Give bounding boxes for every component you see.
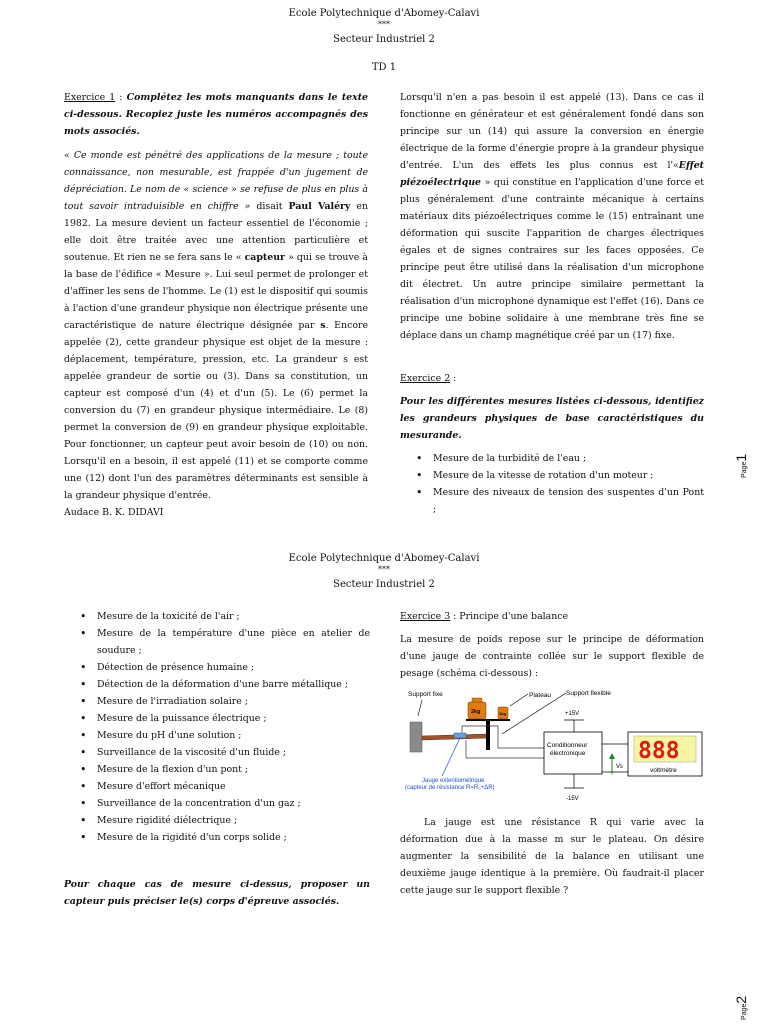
quote-author: Paul Valéry: [288, 201, 351, 212]
list-item: • Mesure de l'irradiation solaire ;: [64, 693, 370, 710]
final-instruction: Pour chaque cas de mesure ci-dessus, proposer un capteur puis préciser le(s) corps d'épreuve associés.: [64, 879, 370, 907]
pointer-line: [418, 700, 422, 716]
svg-text:1kg: 1kg: [499, 711, 506, 716]
gauge-caption-1: Jauge extentiométrique: [422, 778, 485, 784]
page1-number: Page1: [733, 453, 749, 478]
minus15-label: -15V: [566, 796, 579, 802]
svg-text:électronique: électronique: [550, 750, 586, 757]
valery-quote: « Ce monde est pénétré des applications de la mesure ; toute connaissance, non mesurable, est frappée d'un jugement de dépréciation. Le nom de « science » se refuse de plus en plus à tout savoir intraduisible en chiffre »: [64, 150, 368, 212]
pointer-line: [502, 693, 566, 734]
list-item: • Mesure de la toxicité de l'air ;: [64, 608, 370, 625]
author-name: Audace B. K. DIDAVI: [64, 507, 164, 518]
exercise2-label: Exercice 2: [400, 373, 451, 384]
list-item: • Mesure de la turbidité de l'eau ;: [400, 450, 704, 467]
gauge-pointer: [442, 738, 460, 776]
plateau-post: [486, 720, 490, 750]
exercise3-label: Exercice 3: [400, 611, 451, 622]
header-stars: ***: [378, 565, 390, 574]
svg-text:Conditionneur: Conditionneur: [547, 742, 588, 749]
exercise3-question: La jauge est une résistance R qui varie avec la déformation due à la masse m sur le plateau. On désire augmenter la sensibilité de la balance en utilisant une deuxième jauge identique à la première. Où faudrait-il placer cette jauge sur le support flexible ?: [400, 817, 704, 896]
page2-number: Page2: [733, 995, 749, 1020]
td-title: TD 1: [371, 62, 397, 73]
sector-name: Secteur Industriel 2: [333, 34, 435, 45]
exercise3-title: : Principe d'une balance: [450, 611, 569, 622]
school-name: Ecole Polytechnique d'Abomey-Calavi: [288, 553, 480, 564]
mass-handle: [472, 698, 482, 702]
list-item: • Surveillance de la viscosité d'un fluide ;: [64, 744, 370, 761]
list-item: • Mesure de la flexion d'un pont ;: [64, 761, 370, 778]
list-item: • Mesure rigidité diélectrique ;: [64, 812, 370, 829]
balance-diagram: [402, 684, 706, 806]
page1-header: [0, 8, 768, 74]
list-item: • Détection de la déformation d'une barre métallique ;: [64, 676, 370, 693]
page1-right-column: [400, 89, 704, 518]
list-item: • Mesure de la température d'une pièce en atelier de soudure ;: [64, 625, 370, 659]
exercise2-instruction: Pour les différentes mesures listées ci-dessous, identifiez les grandeurs physiques de base caractéristiques du mesurande.: [400, 396, 704, 441]
header-stars: ***: [378, 20, 390, 29]
exercise1-continuation: Lorsqu'il n'en a pas besoin il est appelé (13). Dans ce cas il fonctionne en générateur et est généralement fondé dans son principe sur un (14) qui assure la conversion en énergie électrique de la forme d'énergie propre à la grandeur physique d'entrée. L'un des effets les plus connus est l'«Effet piézoélectrique » qui constitue en l'application d'une force et plus généralement d'une contrainte mécanique à certains matériaux dits piézoélectriques comme le (15) entraînant une déformation qui suscite l'apparition de charges électriques égales et de signes contraires sur les faces opposées. Ce principe peut être utilisé dans la réalisation d'un microphone dit électret. Un autre principe similaire permettant la réalisation d'un microphone dynamique est l'effet (16). Dans ce principe une bobine solidaire à une membrane très fine se déplace dans un champ magnétique créé par un (17) fixe.: [400, 92, 704, 341]
vs-label: Vs: [616, 764, 624, 770]
display-digits: 888: [638, 738, 680, 764]
pointer-line: [510, 694, 528, 706]
list-item: • Mesure de la puissance électrique ;: [64, 710, 370, 727]
exercise2-list: [400, 450, 704, 518]
page2-header: [0, 553, 768, 591]
list-item: • Surveillance de la concentration d'un gaz ;: [64, 795, 370, 812]
page2-left-column: [64, 608, 370, 910]
vs-arrow-head: [609, 753, 615, 759]
wire: [466, 740, 544, 758]
list-item: • Mesure de la rigidité d'un corps solide ;: [64, 829, 370, 846]
exercise1-instruction: Complétez les mots manquants dans le texte ci-dessous. Recopiez juste les numéros accompagnés des mots associés.: [64, 92, 368, 137]
strain-gauge: [454, 733, 466, 738]
school-name: Ecole Polytechnique d'Abomey-Calavi: [288, 8, 480, 19]
plateau-label: Plateau: [529, 692, 552, 699]
list-item: • Mesure de la vitesse de rotation d'un moteur ;: [400, 467, 704, 484]
list-item: • Mesure d'effort mécanique: [64, 778, 370, 795]
page1-left-column: [64, 89, 368, 521]
exercise1-label: Exercice 1: [64, 92, 116, 103]
gauge-caption-2: (capteur de résistance R=R₀+ΔR): [405, 785, 495, 791]
list-item: • Mesure du pH d'une solution ;: [64, 727, 370, 744]
exercise3-heading: [400, 608, 704, 625]
voltmeter-label: voltmètre: [650, 767, 677, 774]
svg-text:2kg: 2kg: [471, 709, 481, 715]
measure-list: [64, 608, 370, 846]
support-fixe-label: Support fixe: [408, 691, 443, 698]
fixed-support: [410, 722, 422, 752]
exercise1-text: « Ce monde est pénétré des applications de la mesure ; toute connaissance, non mesurable, est frappée d'un jugement de dépréciation. Le nom de « science » se refuse de plus en plus à tout savoir intraduisible en chiffre » disait Paul Valéry en 1982. La mesure devient un facteur essentiel de l'économie ; elle doit être traitée avec une attention particulière et soutenue. Et rien ne se fera sans le « capteur » qui se trouve à la base de l'édifice « Mesure ». Lui seul permet de prolonger et d'affiner les sens de l'homme. Le (1) est le dispositif qui soumis à l'action d'une grandeur physique non électrique présente une caractéristique de nature électrique désignée par s. Encore appelée (2), cette grandeur physique est objet de la mesure : déplacement, température, pression, etc. La grandeur s est appelée grandeur de sortie ou (3). Dans sa constitution, un capteur est composé d'un (4) et d'un (5). Le (6) permet la conversion du (7) en grandeur physique intermédiaire. Le (8) permet la conversion de (9) en grandeur physique exploitable. Pour fonctionner, un capteur peut avoir besoin de (10) ou non. Lorsqu'il en a besoin, il est appelé (11) et se comporte comme une (12) dont l'un des paramètres déterminants est sensible à la grandeur physique d'entrée.: [64, 150, 368, 501]
exercise3-text: La mesure de poids repose sur le principe de déformation d'une jauge de contrainte collée sur le support flexible de pesage (schéma ci-dessous) :: [400, 634, 704, 679]
list-item: • Mesure des niveaux de tension des suspentes d'un Pont ;: [400, 484, 704, 518]
support-flexible-label: Support flexible: [566, 690, 611, 697]
plus15-label: +15V: [565, 711, 580, 717]
page2-right-column: [400, 608, 704, 682]
exercise2-heading: Exercice 2 :: [400, 373, 457, 384]
exercise1-heading: Exercice 1 : Complétez les mots manquants dans le texte ci-dessous. Recopiez juste les numéros accompagnés des mots associés.: [64, 92, 368, 137]
list-item: • Détection de présence humaine ;: [64, 659, 370, 676]
sector-name: Secteur Industriel 2: [333, 579, 435, 590]
